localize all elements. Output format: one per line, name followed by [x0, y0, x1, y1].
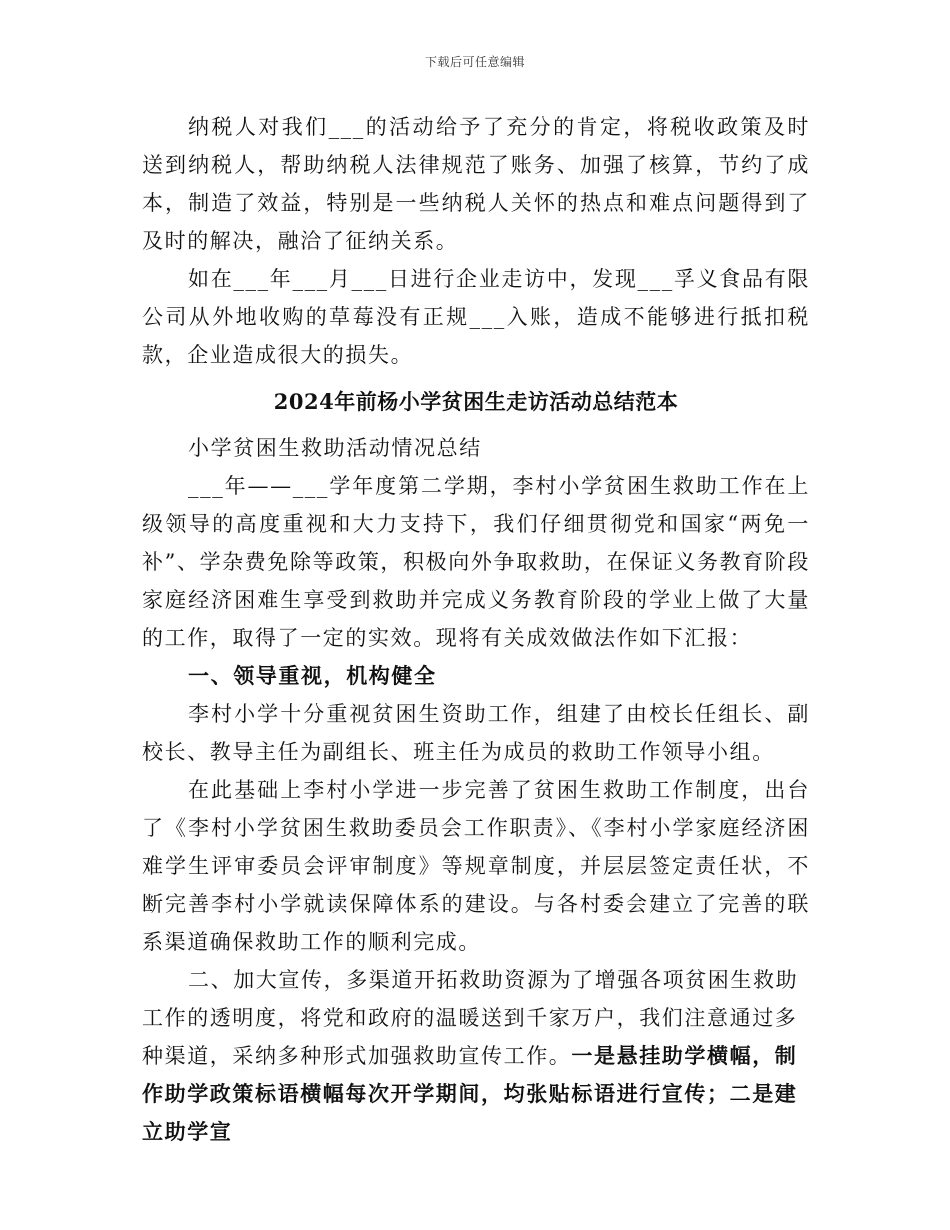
document-title: 2024年前杨小学贫困生走访活动总结范本 — [273, 389, 679, 414]
page-header: 下载后可任意编辑 — [424, 55, 525, 69]
section-heading-leadership: 一、领导重视，机构健全 — [188, 663, 437, 688]
paragraph-leadership-group: 李村小学十分重视贫困生资助工作，组建了由校长任组长、副校长、教导主任为副组长、班主任为成员的救助工作领导小组。 — [142, 702, 810, 764]
paragraph-tax-feedback: 纳税人对我们___的活动给予了充分的肯定，将税收政策及时送到纳税人，帮助纳税人法律规范了账务、加强了核算，节约了成本，制造了效益，特别是一些纳税人关怀的热点和难点问题得到了及时的解决，融洽了征纳关系。 — [142, 115, 810, 253]
paragraph-intro: ___年——___学年度第二学期，李村小学贫困生救助工作在上级领导的高度重视和大力支持下，我们仔细贯彻党和国家“两免一补”、学杂费免除等政策，积极向外争取救助，在保证义务教育阶段家庭经济困难生享受到救助并完成义务教育阶段的学业上做了大量的工作，取得了一定的实效。现将有关成效做法作如下汇报： — [142, 474, 810, 650]
paragraph-enterprise-visit: 如在___年___月___日进行企业走访中，发现___孚义食品有限公司从外地收购的草莓没有正规___入账，造成不能够进行抵扣税款，企业造成很大的损失。 — [142, 267, 810, 367]
paragraph-publicity — [142, 961, 810, 1151]
document-body — [142, 108, 810, 1151]
publicity-text: 二、加大宣传，多渠道开拓救助资源为了增强各项贫困生救助工作的透明度，将党和政府的温暖送到千家万户，我们注意通过多种渠道，采纳多种形式加强救助宣传工作。 — [142, 968, 799, 1068]
publicity-bold-text: 一是悬挂助学横幅，制作助学政策标语横幅每次开学期间，均张贴标语进行宣传；二是建立助学宣 — [142, 1043, 798, 1144]
document-subtitle: 小学贫困生救助活动情况总结 — [188, 436, 482, 460]
paragraph-system-rules: 在此基础上李村小学进一步完善了贫困生救助工作制度，出台了《李村小学贫困生救助委员会工作职责》、《李村小学家庭经济困难学生评审委员会评审制度》等规章制度，并层层签定责任状，不断完善李村小学就读保障体系的建设。与各村委会建立了完善的联系渠道确保救助工作的顺利完成。 — [142, 778, 810, 954]
